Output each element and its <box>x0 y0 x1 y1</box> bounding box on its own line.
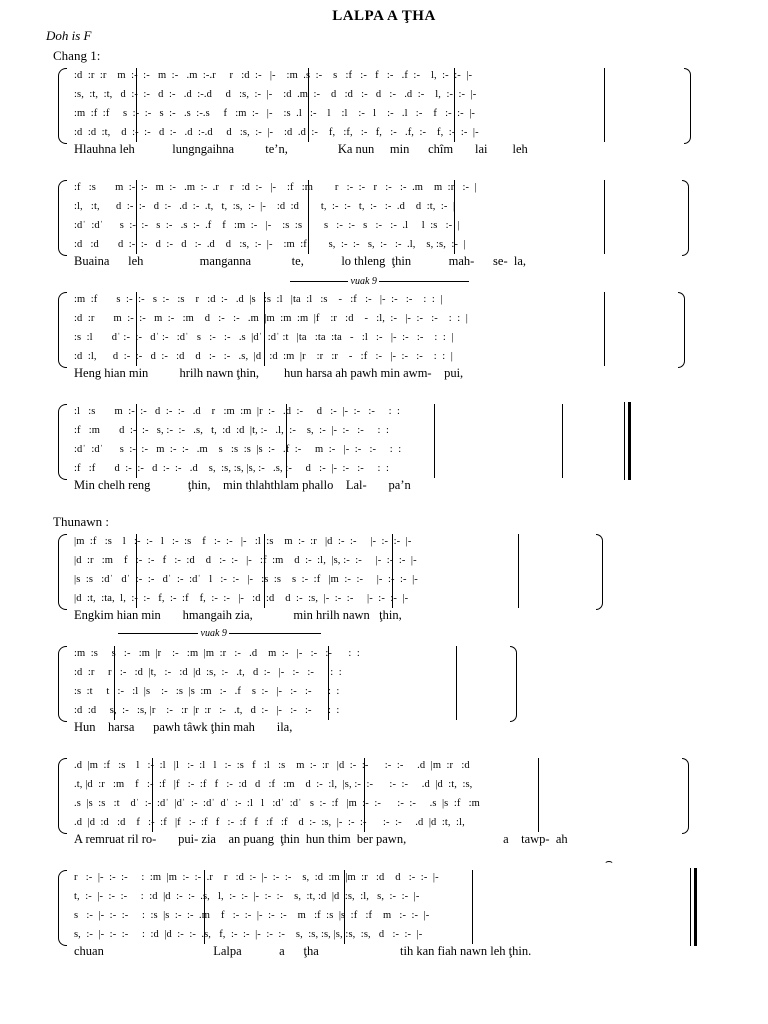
bar-line <box>152 758 153 832</box>
voice-alto: t, :- |- :- :- : :d |d :- :- .s, l, :- :- |- :- :- s, :t, :d |d :s, :l, s, :- :- |- <box>74 891 420 902</box>
voice-tenor: :m :f :f s :- :- s :- .s :-.s f :m :- |- :s .l :- l :l :- l :- .l :- f :- :- |- <box>74 108 476 119</box>
bar-line <box>434 404 435 478</box>
bar-line <box>136 404 137 478</box>
voice-tenor: |s :s :dˈ dˈ :- :- dˈ :- :dˈ l :- :- |- :s :s s :- :f |m :- :- |- :- :- |- <box>74 574 418 585</box>
vuak-line <box>379 281 469 282</box>
bar-line <box>204 870 205 944</box>
vuak-line <box>118 633 198 634</box>
voice-tenor: :dˈ :dˈ s :- :- m :- :- .m s :s :s |s :- .f :- m :- |- :- :- : : <box>74 444 402 455</box>
bar-line <box>604 180 605 254</box>
voice-alto: :l, :t, d :- :- d :- .d :- .t, t, :s, :- |- :d :d t, :- :- t, :- :- .d d :t, :- | <box>74 201 456 212</box>
bar-line <box>364 758 365 832</box>
bar-line <box>562 404 563 478</box>
bar-line <box>136 68 137 142</box>
vuak-line <box>290 281 348 282</box>
lyrics-line: Hun harsa pawh tâwk ţhin mah ila, <box>74 720 293 734</box>
vuak-line <box>229 633 321 634</box>
voice-bass: :d :l, d :- :- d :- :d d :- :- .s, |d :d :m |r :r :r - :f :- |- :- :- : : | <box>74 351 453 362</box>
voice-alto: :f :m d :- :- s, :- :- .s, t, :d :d |t, :- .l, :- s, :- |- :- :- : : <box>74 425 390 436</box>
fermata-icon: ⌢ <box>605 854 613 868</box>
key-signature: Doh is F <box>46 28 92 43</box>
voice-soprano: :l :s m :- :- d :- :- .d r :m :m |r :- .d :- d :- |- :- :- : : <box>74 406 401 417</box>
bar-line <box>456 646 457 720</box>
system-end-brace <box>684 68 691 144</box>
bar-line <box>538 758 539 832</box>
voice-tenor: :s :t t :- :l |s :- :s |s :m :- .f s :- |- :- :- : : <box>74 686 340 697</box>
bar-line <box>604 68 605 142</box>
voice-tenor: .s |s :s :t dˈ :- :dˈ |dˈ :- :dˈ dˈ :- :l l :dˈ :dˈ s :- :f |m :- :- :- :- .s |s :f :m <box>74 798 480 809</box>
vuak-label: vuak 9 <box>200 628 227 639</box>
bar-line <box>604 292 605 366</box>
voice-bass: :d :d :t, d :- :- d :- .d :-.d d :s, :- |- :d .d :- f, :f, :- f, :- .f, :- f, :- :- |- <box>74 127 479 138</box>
system-end-brace <box>678 292 685 368</box>
bar-line <box>392 534 393 608</box>
voice-tenor: :dˈ :dˈ s :- :- s :- .s :- .f f :m :- |- :s :s s :- :- s :- :- .l l :s :- | <box>74 220 460 231</box>
lyrics-line: Engkim hian min hmangaih zia, min hrilh nawn ţhin, <box>74 608 402 622</box>
lyrics-line: chuan Lalpa a ţha tih kan fiah nawn leh ţhin. <box>74 944 532 958</box>
final-double-bar <box>690 868 697 946</box>
bar-line <box>454 180 455 254</box>
bar-line <box>454 68 455 142</box>
vuak-marker <box>290 276 469 287</box>
system-end-brace <box>596 534 603 610</box>
system-end-brace <box>510 646 517 722</box>
voice-soprano: :d :r :r m :- :- m :- .m :-.r r :d :- |- :m .s :- s :f :- f :- .f :- l, :- :- |- <box>74 70 473 81</box>
final-double-bar <box>624 402 631 480</box>
voice-bass: :d :d d :- :- d :- d :- .d d :s, :- |- :m :f s, :- :- s, :- :- .l, s, :s, :- | <box>74 239 466 250</box>
system-brace <box>58 292 67 368</box>
voice-soprano: r :- |- :- :- : :m |m :- :- .r r :d :- |- :- :- s, :d :m |m :r :d d :- :- |- <box>74 872 439 883</box>
voice-alto: |d :r :m f :- :- f :- :d d :- :- |- :f :m d :- :l, |s, :- :- |- :- :- |- <box>74 555 417 566</box>
section-label-thunawn: Thunawn : <box>53 514 109 529</box>
voice-alto: :d :r m :- :- m :- :m d :- :- .m |m :m :m |f :r :d - :l, :- |- :- :- : : | <box>74 313 468 324</box>
system-brace <box>58 758 67 834</box>
bar-line <box>264 534 265 608</box>
bar-line <box>114 646 115 720</box>
bar-line <box>308 180 309 254</box>
vuak-label: vuak 9 <box>350 276 377 287</box>
voice-soprano: .d |m :f :s l :- :l |l :- :l l :- :s f :l :s m :- :r |d :- :- :- :- .d |m :r :d <box>74 760 470 771</box>
system-brace <box>58 870 67 946</box>
section-label-chang: Chang 1: <box>53 48 101 63</box>
system-brace <box>58 180 67 256</box>
bar-line <box>308 68 309 142</box>
bar-line <box>264 292 265 366</box>
system-brace <box>58 534 67 610</box>
voice-bass: s, :- |- :- :- : :d |d :- :- .s, f, :- :- |- :- :- s, :s, :s, |s, :s, :s, d :- :- |- <box>74 929 423 940</box>
voice-bass: :f :f d :- :- d :- :- .d s, :s, :s, |s, :- .s, :- d :- |- :- :- : : <box>74 463 390 474</box>
bar-line <box>136 180 137 254</box>
system-brace <box>58 68 67 144</box>
bar-line <box>136 292 137 366</box>
voice-soprano: :m :f s :- :- s :- :s r :d :- .d |s :s :l |ta :l :s - :f :- |- :- :- : : | <box>74 294 443 305</box>
system-end-brace <box>682 758 689 834</box>
lyrics-line: A remruat ril ro- pui- zia an puang ţhin hun thim ber pawn, a tawp- ah <box>74 832 568 846</box>
bar-line <box>344 870 345 944</box>
voice-alto: :s, :t, :t, d :- :- d :- .d :-.d d :s, :- |- :d .m :- d :d :- d :- .d :- l, :- :- |- <box>74 89 477 100</box>
voice-bass: |d :t, :ta, l, :- :- f, :- :f f, :- :- |- :d :d d :- :s, |- :- :- |- :- :- |- <box>74 593 409 604</box>
bar-line <box>286 404 287 478</box>
voice-alto: .t, |d :r :m f :- :f |f :- :f f :- :d d :f :m d :- :l, |s, :- :- :- :- .d |d :t, :s, <box>74 779 473 790</box>
bar-line <box>518 534 519 608</box>
lyrics-line: Hlauhna leh lungngaihna te’n, Ka nun min chîm lai leh <box>74 142 528 156</box>
bar-line <box>472 870 473 944</box>
lyrics-line: Buaina leh manganna te, lo thleng ţhin mah- se- la, <box>74 254 527 268</box>
system-brace <box>58 646 67 722</box>
system-brace <box>58 404 67 480</box>
voice-bass: :d :d s, :- :s, |r :- :r |r :r :- .t, d :- |- :- :- : : <box>74 705 340 716</box>
lyrics-line: Min chelh reng ţhin, min thlahthlam phallo Lal- pa’n <box>74 478 411 492</box>
song-title: LALPA A ŢHA <box>332 8 436 24</box>
voice-tenor: :s :l dˈ :- :- dˈ :- :dˈ s :- :- .s |dˈ :dˈ :t |ta :ta :ta - :l :- |- :- :- : : | <box>74 332 454 343</box>
voice-soprano: :m :s s :- :m |r :- :m |m :r :- .d m :- |- :- :- : : <box>74 648 360 659</box>
lyrics-line: Heng hian min hrilh nawn ţhin, hun harsa ah pawh min awm- pui, <box>74 366 464 380</box>
system-end-brace <box>682 180 689 256</box>
voice-tenor: s :- |- :- :- : :s |s :- :- .m f :- :- |- :- :- m :f :s |s :f :f m :- :- |- <box>74 910 430 921</box>
voice-alto: :d :r r :- :d |t, :- :d |d :s, :- .t, d :- |- :- :- : : <box>74 667 342 678</box>
bar-line <box>136 534 137 608</box>
voice-soprano: |m :f :s l :- :- l :- :s f :- :- |- :l :s m :- :r |d :- :- |- :- :- |- <box>74 536 412 547</box>
bar-line <box>328 646 329 720</box>
voice-soprano: :f :s m :- :- m :- .m :- .r r :d :- |- :f :m r :- :- r :- :- .m m :r :- | <box>74 182 477 193</box>
vuak-marker <box>118 628 321 639</box>
voice-bass: .d |d :d :d f :- :f |f :- :f f :- :f f :f :f d :- :s, |- :- :- :- :- .d |d :t, :l, <box>74 817 465 828</box>
